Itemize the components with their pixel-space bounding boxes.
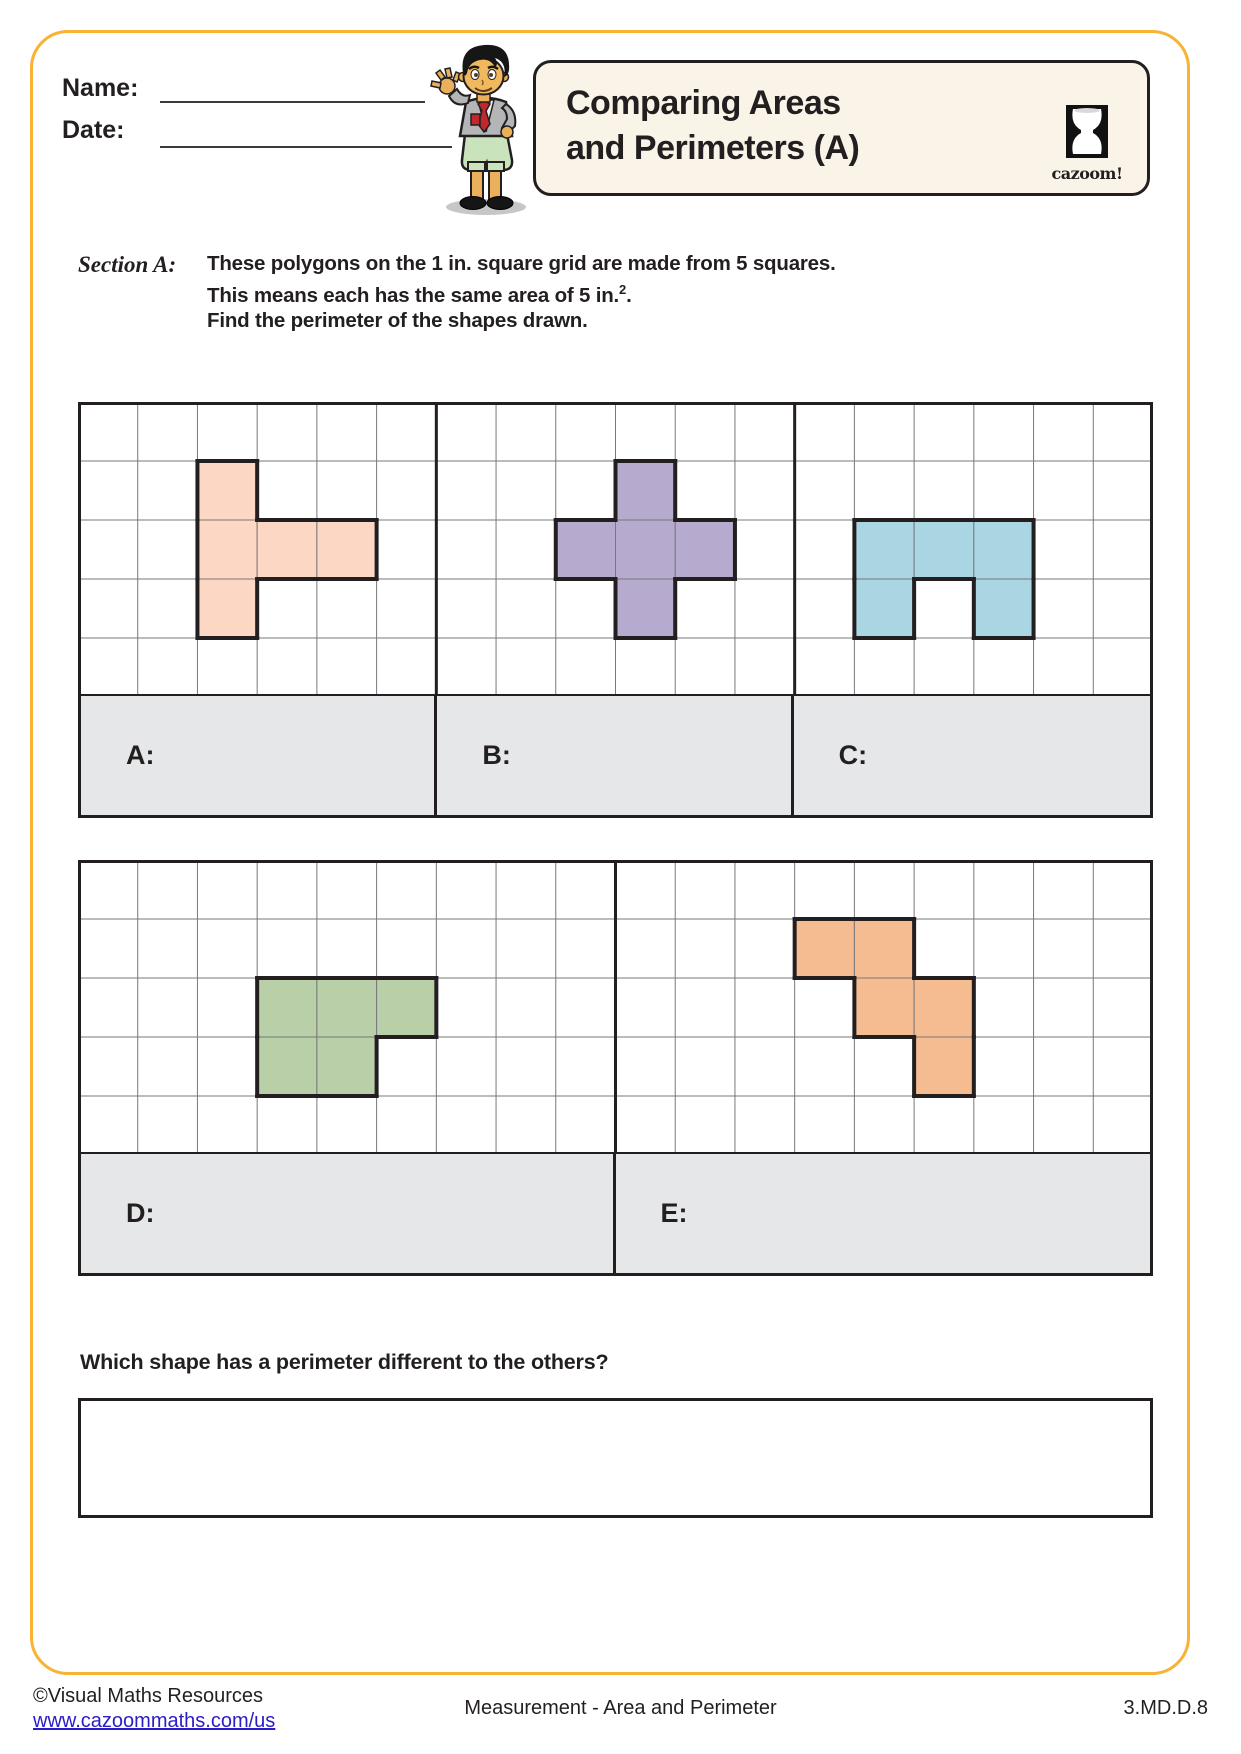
square-grid-abc <box>78 402 1153 697</box>
instruction-line-1: These polygons on the 1 in. square grid are made from 5 squares. <box>207 252 836 275</box>
footer-standard-code: 3.MD.D.8 <box>1123 1697 1208 1719</box>
section-a-label: Section A: <box>78 252 177 277</box>
section-a-instructions <box>207 251 836 333</box>
name-label: Name: <box>62 74 139 102</box>
question-answer-box[interactable] <box>78 1398 1153 1518</box>
answer-cell-label: C: <box>838 740 868 770</box>
answer-cell-label: A: <box>126 740 155 770</box>
cazoommaths-link[interactable]: www.cazoommaths.com/us <box>33 1710 276 1732</box>
answer-cell-label: B: <box>482 740 511 770</box>
square-grid-de <box>78 860 1153 1155</box>
answer-cell-a[interactable] <box>81 696 437 815</box>
footer-topic: Measurement - Area and Perimeter <box>464 1697 777 1719</box>
answer-cell-label: E: <box>660 1198 688 1228</box>
cazoom-hourglass-icon <box>1066 105 1108 158</box>
answer-band-de <box>78 1154 1153 1276</box>
name-write-line[interactable] <box>160 101 425 103</box>
answer-band-abc <box>78 696 1153 818</box>
instruction-line-3: Find the perimeter of the shapes drawn. <box>207 308 588 332</box>
cartoon-boy-illustration <box>420 40 546 218</box>
date-write-line[interactable] <box>160 146 452 148</box>
date-label: Date: <box>62 116 125 144</box>
answer-cell-d[interactable] <box>81 1154 616 1273</box>
grid-abc <box>78 402 1153 702</box>
cazoom-logo-text: cazoom! <box>1051 164 1123 183</box>
grid-de <box>78 860 1153 1160</box>
footer-copyright: ©Visual Maths Resources <box>33 1685 264 1707</box>
answer-cell-b[interactable] <box>437 696 793 815</box>
worksheet-title-box <box>533 60 1150 196</box>
title-line-2: and Perimeters (A) <box>566 129 860 167</box>
instruction-line-2: This means each has the same area of 5 in.$^2$. <box>207 281 632 307</box>
title-line-1: Comparing Areas <box>566 84 841 122</box>
cazoom-logo <box>1035 105 1139 183</box>
answer-cell-label: D: <box>126 1198 155 1228</box>
answer-cell-e[interactable] <box>616 1154 1151 1273</box>
perimeter-question: Which shape has a perimeter different to the others? <box>80 1350 609 1374</box>
answer-cell-c[interactable] <box>794 696 1150 815</box>
